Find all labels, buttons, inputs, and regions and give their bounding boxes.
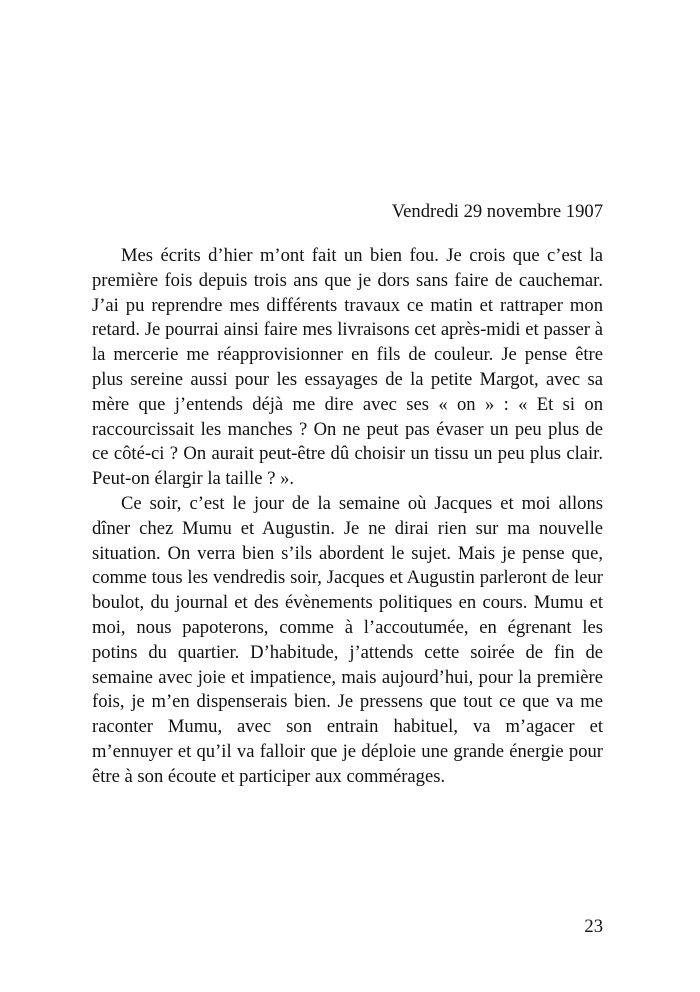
body-text — [92, 244, 603, 790]
page-number: 23 — [584, 916, 603, 937]
paragraph: Ce soir, c’est le jour de la semaine où Jacques et moi allons dîner chez Mumu et Augustin. Je ne dirai rien sur ma nouvelle situation. On verra bien s’ils abordent le sujet. Mais je pense que, comme tous les vendredis soir, Jacques et Augustin parleront de leur boulot, du journal et des évènements politiques en cours. Mumu et moi, nous papoterons, comme à l’accoutumée, en égrenant les potins du quartier. D’habitude, j’attends cette soirée de fin de semaine avec joie et impatience, mais aujourd’hui, pour la première fois, je m’en dispenserais bien. Je pressens que tout ce que va me raconter Mumu, avec son entrain habituel, va m’agacer et m’ennuyer et qu’il va falloir que je déploie une grande énergie pour être à son écoute et participer aux commérages. — [92, 492, 603, 787]
entry-date-heading: Vendredi 29 novembre 1907 — [391, 201, 603, 222]
paragraph: Mes écrits d’hier m’ont fait un bien fou. Je crois que c’est la première fois depuis trois ans que je dors sans faire de cauchemar. J’ai pu reprendre mes différents travaux ce matin et rattraper mon retard. Je pourrai ainsi faire mes livraisons cet après-midi et passer à la mercerie me réapprovisionner en fils de couleur. Je pense être plus sereine aussi pour les essayages de la petite Margot, avec sa mère que j’entends déjà me dire avec ses « on » : « Et si on raccourcissait les manches ? On ne peut pas évaser un peu plus de ce côté-ci ? On aurait peut-être dû choisir un tissu un peu plus clair. Peut-on élargir la taille ? ». — [92, 245, 603, 490]
